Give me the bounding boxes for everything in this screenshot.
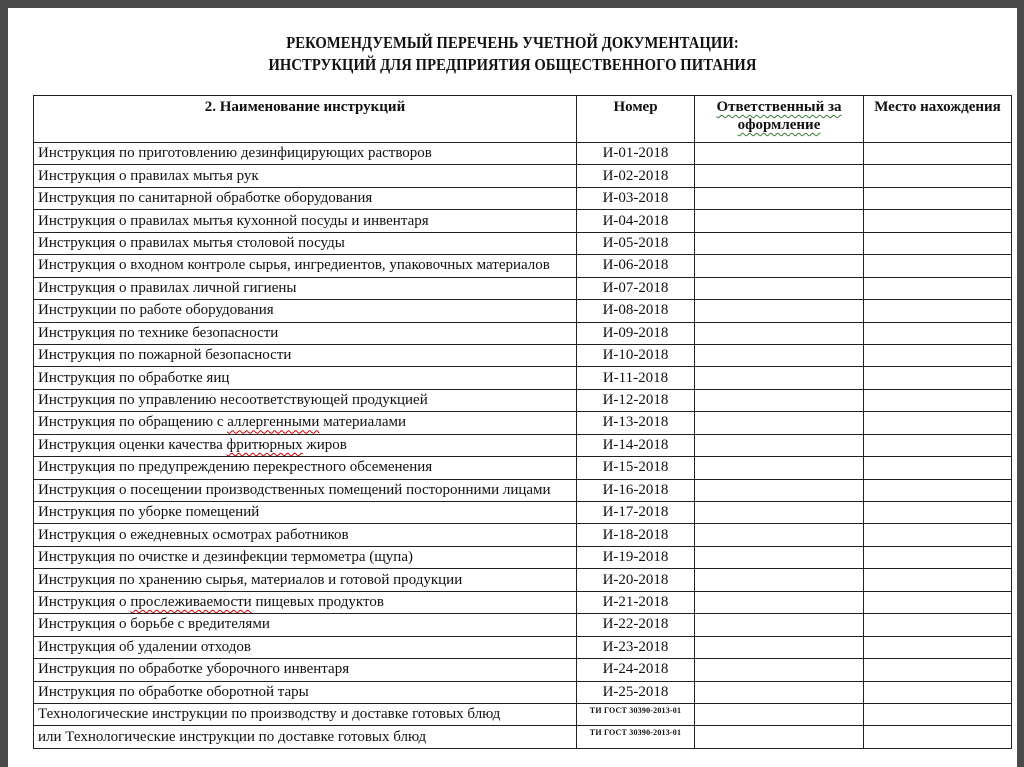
instruction-number: И-08-2018 [577,300,695,322]
table-row [34,210,1012,232]
header-number: Номер [577,96,695,143]
spellcheck-word: фритюрных [226,436,303,453]
table-row [34,591,1012,613]
responsible-cell [695,703,864,725]
responsible-cell [695,412,864,434]
instruction-number: И-09-2018 [577,322,695,344]
location-cell [864,367,1012,389]
responsible-cell [695,479,864,501]
instruction-number: ТИ ГОСТ 30390-2013-01 [577,726,695,748]
instruction-number: И-23-2018 [577,636,695,658]
instruction-name: Инструкция по управлению несоответствующей продукцией [34,389,577,411]
instruction-number: И-15-2018 [577,457,695,479]
spellcheck-word: прослеживаемости [130,593,252,610]
table-row [34,659,1012,681]
instruction-name: Инструкция о борьбе с вредителями [34,614,577,636]
location-cell [864,143,1012,165]
location-cell [864,479,1012,501]
instruction-name: Инструкция по предупреждению перекрестного обсеменения [34,457,577,479]
instruction-name: Инструкция по санитарной обработке оборудования [34,187,577,209]
location-cell [864,502,1012,524]
instruction-name: Инструкция о правилах мытья кухонной посуды и инвентаря [34,210,577,232]
header-name: 2. Наименование инструкций [34,96,577,143]
instruction-number: И-11-2018 [577,367,695,389]
table-row [34,300,1012,322]
instruction-name: Инструкция о правилах мытья столовой посуды [34,232,577,254]
instruction-name: Инструкция по пожарной безопасности [34,344,577,366]
instruction-name: Инструкция по обработке яиц [34,367,577,389]
responsible-cell [695,681,864,703]
instruction-name: Инструкция по приготовлению дезинфицирующих растворов [34,143,577,165]
table-row [34,434,1012,456]
responsible-cell [695,277,864,299]
location-cell [864,412,1012,434]
location-cell [864,546,1012,568]
location-cell [864,591,1012,613]
location-cell [864,524,1012,546]
instruction-number: И-24-2018 [577,659,695,681]
responsible-cell [695,524,864,546]
instruction-name: или Технологические инструкции по доставке готовых блюд [34,726,577,748]
location-cell [864,210,1012,232]
instruction-number: И-16-2018 [577,479,695,501]
table-row [34,187,1012,209]
table-row [34,165,1012,187]
instruction-number: И-20-2018 [577,569,695,591]
location-cell [864,569,1012,591]
responsible-cell [695,322,864,344]
responsible-cell [695,143,864,165]
instruction-name: Инструкции по работе оборудования [34,300,577,322]
instruction-number: И-21-2018 [577,591,695,613]
instruction-number: И-19-2018 [577,546,695,568]
table-header-row [34,96,1012,143]
instruction-number: И-05-2018 [577,232,695,254]
table-row [34,412,1012,434]
instruction-number: И-12-2018 [577,389,695,411]
instruction-name: Инструкция о правилах мытья рук [34,165,577,187]
header-responsible [695,96,864,143]
table-row [34,143,1012,165]
table-row [34,389,1012,411]
instruction-number: И-03-2018 [577,187,695,209]
table-row [34,703,1012,725]
table-row [34,614,1012,636]
table-row [34,636,1012,658]
responsible-cell [695,502,864,524]
responsible-cell [695,591,864,613]
instruction-name: Инструкция о правилах личной гигиены [34,277,577,299]
responsible-cell [695,636,864,658]
location-cell [864,614,1012,636]
instruction-name: Инструкция по технике безопасности [34,322,577,344]
location-cell [864,681,1012,703]
location-cell [864,636,1012,658]
table-row [34,569,1012,591]
table-row [34,502,1012,524]
document-title [8,32,1017,76]
instruction-number: ТИ ГОСТ 30390-2013-01 [577,703,695,725]
instruction-number: И-22-2018 [577,614,695,636]
table-row [34,546,1012,568]
location-cell [864,277,1012,299]
instruction-name: Инструкция о ежедневных осмотрах работников [34,524,577,546]
instruction-name: Инструкция по уборке помещений [34,502,577,524]
location-cell [864,703,1012,725]
table-row [34,255,1012,277]
table-row [34,322,1012,344]
title-line-1: РЕКОМЕНДУЕМЫЙ ПЕРЕЧЕНЬ УЧЕТНОЙ ДОКУМЕНТАЦИИ: [286,33,739,52]
instruction-number: И-07-2018 [577,277,695,299]
location-cell [864,322,1012,344]
table-row [34,232,1012,254]
responsible-cell [695,569,864,591]
responsible-cell [695,367,864,389]
instruction-number: И-14-2018 [577,434,695,456]
responsible-cell [695,614,864,636]
instruction-name: Инструкция по обращению с аллергенными материалами [34,412,577,434]
location-cell [864,726,1012,748]
instruction-number: И-17-2018 [577,502,695,524]
instruction-name: Инструкция о посещении производственных помещений посторонними лицами [34,479,577,501]
instruction-number: И-10-2018 [577,344,695,366]
table-row [34,277,1012,299]
header-location: Место нахождения [864,96,1012,143]
location-cell [864,165,1012,187]
responsible-cell [695,434,864,456]
instruction-name: Инструкция по хранению сырья, материалов и готовой продукции [34,569,577,591]
responsible-cell [695,300,864,322]
instruction-number: И-13-2018 [577,412,695,434]
instruction-number: И-01-2018 [577,143,695,165]
instruction-name: Инструкция по обработке оборотной тары [34,681,577,703]
instruction-name: Инструкция оценки качества фритюрных жиров [34,434,577,456]
location-cell [864,389,1012,411]
responsible-cell [695,659,864,681]
responsible-cell [695,232,864,254]
responsible-cell [695,165,864,187]
instruction-name: Инструкция о прослеживаемости пищевых продуктов [34,591,577,613]
responsible-cell [695,210,864,232]
table-row [34,344,1012,366]
instruction-number: И-04-2018 [577,210,695,232]
location-cell [864,659,1012,681]
responsible-cell [695,546,864,568]
table-row [34,457,1012,479]
spellcheck-word: аллергенными [227,414,320,431]
table-row [34,726,1012,748]
instruction-name: Технологические инструкции по производству и доставке готовых блюд [34,703,577,725]
location-cell [864,344,1012,366]
instruction-name: Инструкция об удалении отходов [34,636,577,658]
location-cell [864,457,1012,479]
location-cell [864,232,1012,254]
location-cell [864,255,1012,277]
document-page [8,8,1017,767]
table-row [34,681,1012,703]
instruction-name: Инструкция о входном контроле сырья, ингредиентов, упаковочных материалов [34,255,577,277]
title-line-2: ИНСТРУКЦИЙ ДЛЯ ПРЕДПРИЯТИЯ ОБЩЕСТВЕННОГО ПИТАНИЯ [268,55,757,74]
responsible-cell [695,187,864,209]
instruction-name: Инструкция по обработке уборочного инвентаря [34,659,577,681]
instructions-table [33,95,1012,749]
table-row [34,524,1012,546]
responsible-cell [695,457,864,479]
instruction-number: И-18-2018 [577,524,695,546]
responsible-cell [695,389,864,411]
table-row [34,367,1012,389]
table-row [34,479,1012,501]
instruction-number: И-25-2018 [577,681,695,703]
table-body [34,143,1012,749]
location-cell [864,187,1012,209]
instruction-number: И-06-2018 [577,255,695,277]
responsible-cell [695,255,864,277]
instruction-name: Инструкция по очистке и дезинфекции термометра (щупа) [34,546,577,568]
responsible-cell [695,344,864,366]
header-responsible-text: Ответственный за оформление [716,99,842,133]
location-cell [864,434,1012,456]
location-cell [864,300,1012,322]
responsible-cell [695,726,864,748]
instruction-number: И-02-2018 [577,165,695,187]
